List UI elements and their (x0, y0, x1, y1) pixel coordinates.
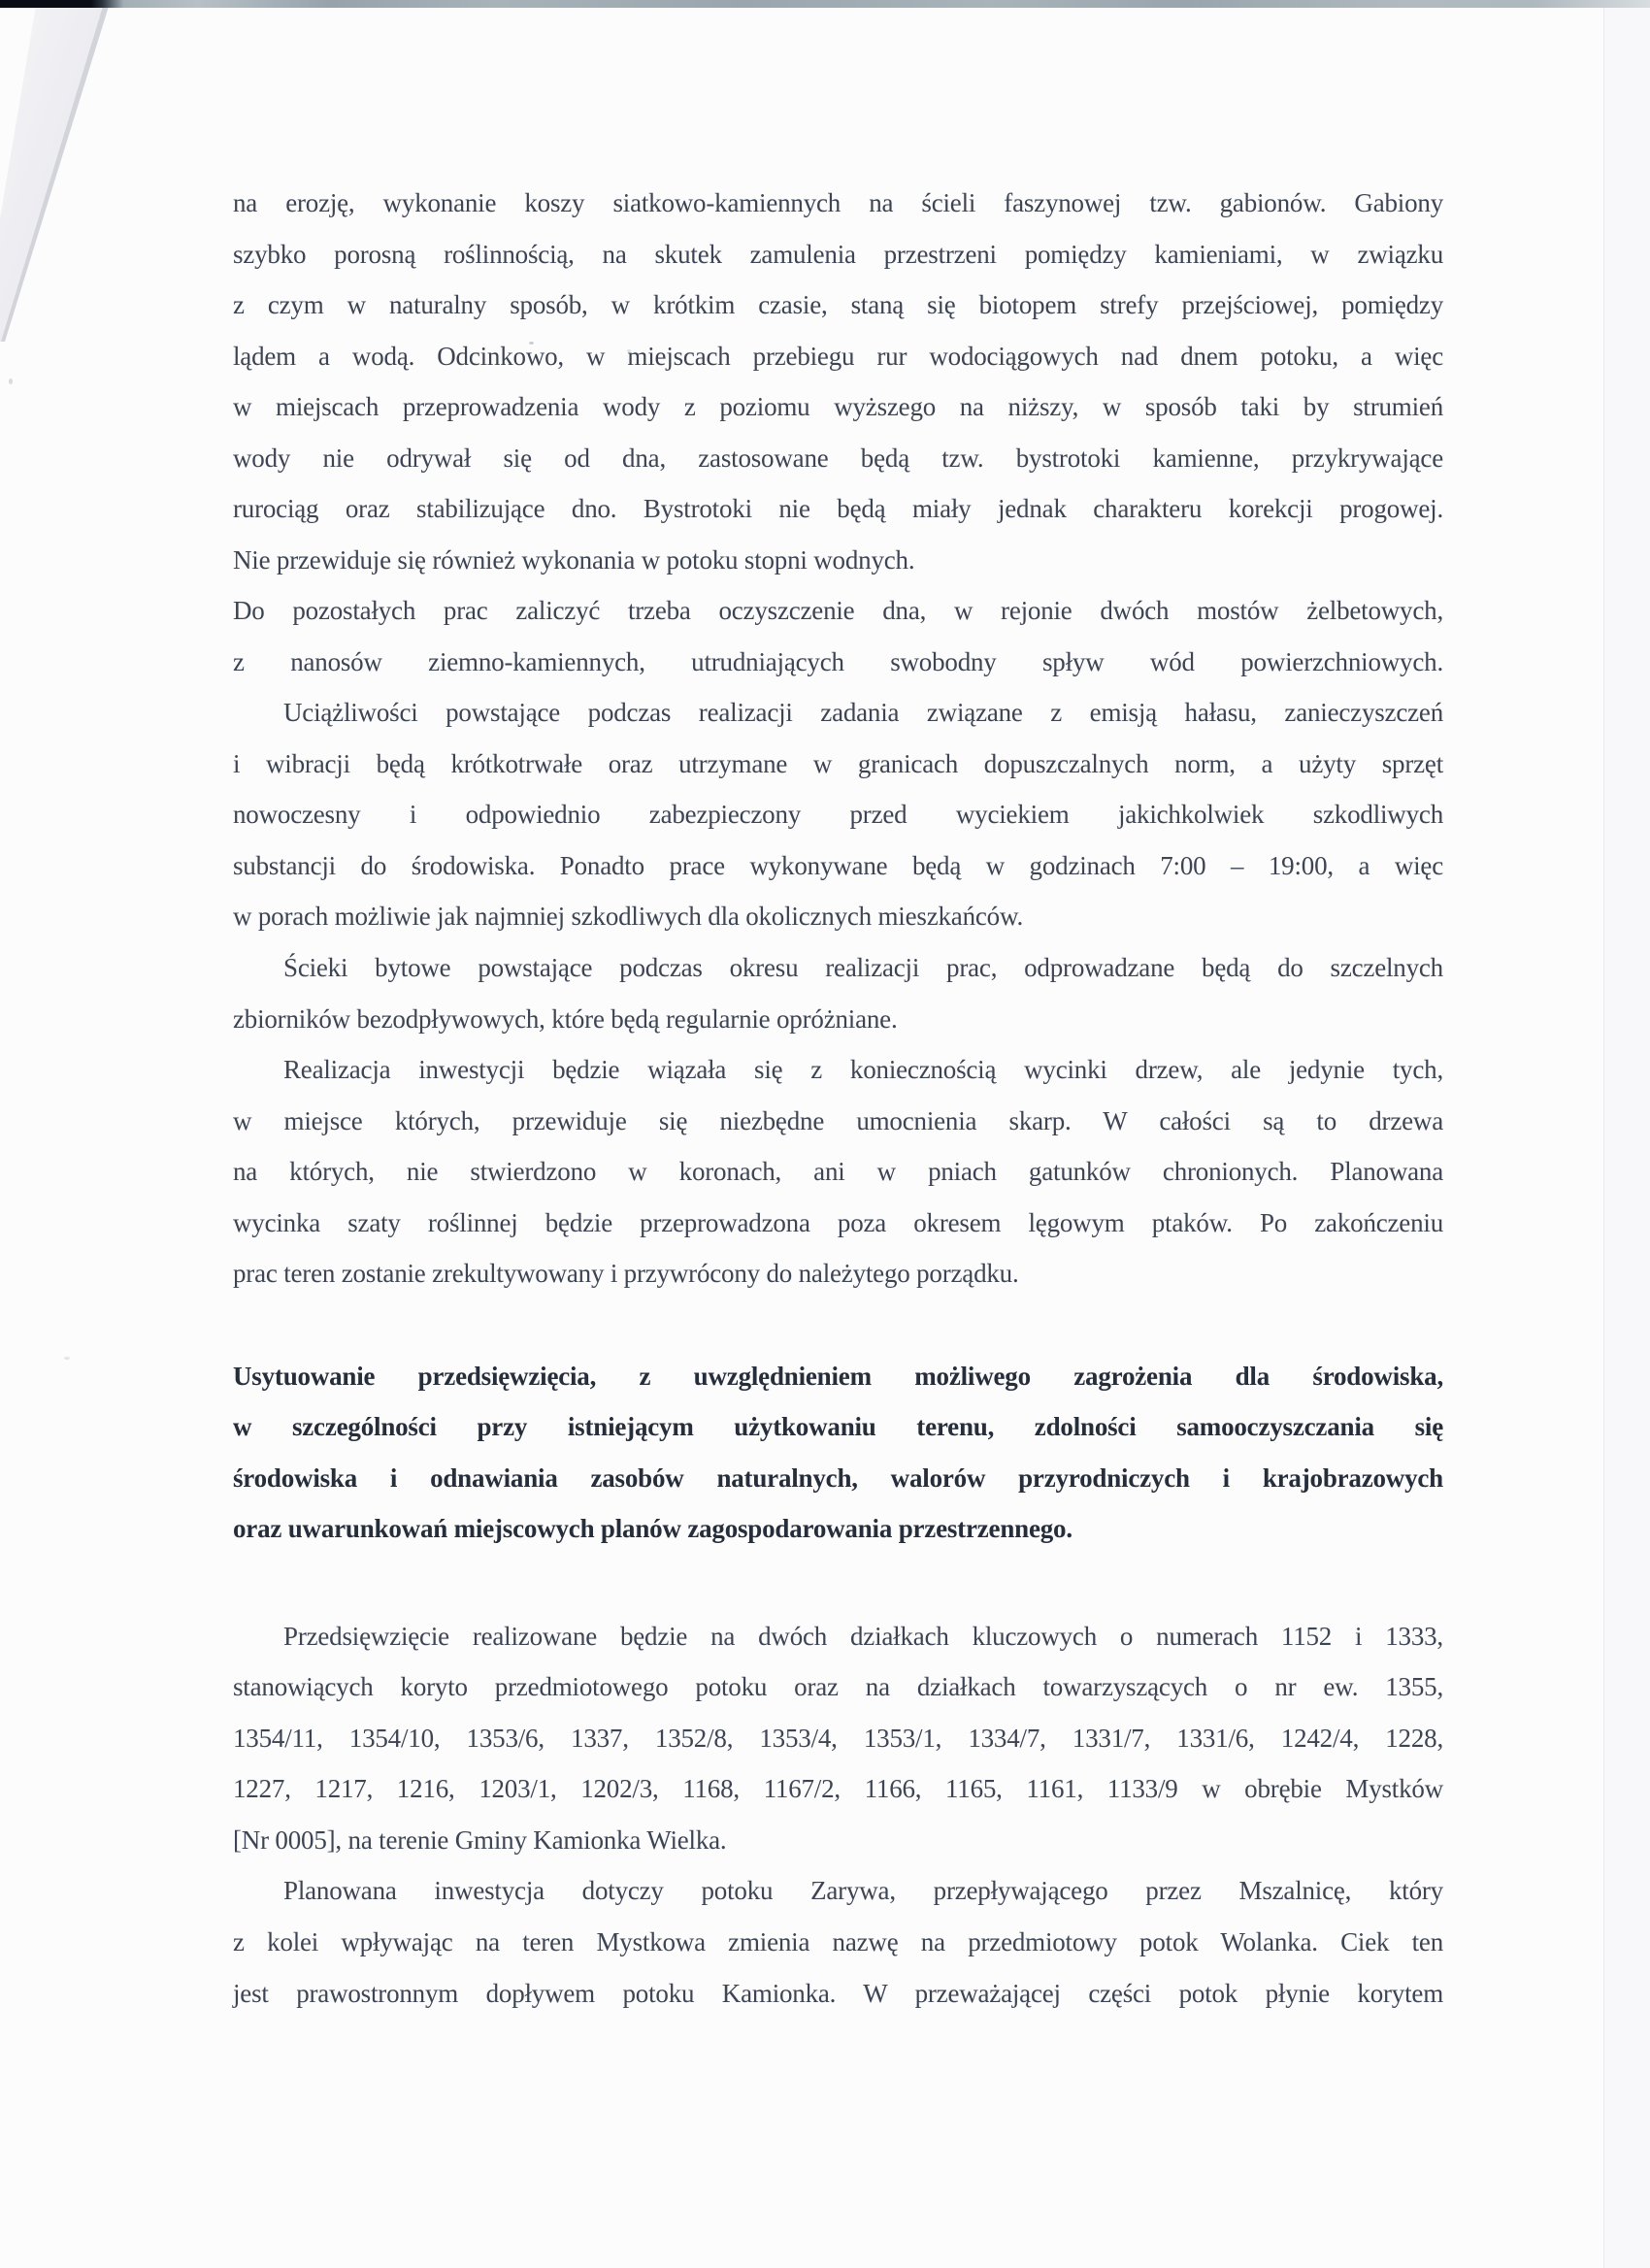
text-line: Przedsięwzięcie realizowane będzie na dwóch działkach kluczowych o numerach 1152 i 1333, (283, 1621, 1443, 1651)
text-line: w miejscach przeprowadzenia wody z poziomu wyższego na niższy, w sposób taki by strumień (233, 392, 1443, 422)
body-paragraph (233, 1044, 1443, 1299)
text-line: Uciążliwości powstające podczas realizacji zadania związane z emisją hałasu, zanieczyszczeń (283, 698, 1443, 728)
body-paragraph (233, 585, 1443, 687)
scan-speck (64, 1357, 70, 1360)
body-paragraph (233, 178, 1443, 585)
text-line: [Nr 0005], na terenie Gminy Kamionka Wielka. (233, 1824, 727, 1855)
scanner-right-strip (1604, 0, 1650, 2268)
text-line: lądem a wodą. Odcinkowo, w miejscach przebiegu rur wodociągowych nad dnem potoku, a więc (233, 341, 1443, 371)
text-line: na erozję, wykonanie koszy siatkowo-kamiennych na ścieli faszynowej tzw. gabionów. Gabiony (233, 188, 1443, 217)
text-line: w porach możliwie jak najmniej szkodliwych dla okolicznych mieszkańców. (233, 902, 1024, 932)
paper-edge-line (1603, 0, 1604, 2268)
text-line: Ścieki bytowe powstające podczas okresu realizacji prac, odprowadzane będą do szczelnych (283, 952, 1443, 982)
text-line: 1354/11, 1354/10, 1353/6, 1337, 1352/8, 1353/4, 1353/1, 1334/7, 1331/7, 1331/6, 1242/4, 1228, (233, 1723, 1443, 1753)
text-line: Planowana inwestycja dotyczy potoku Zarywa, przepływającego przez Mszalnicę, który (283, 1876, 1443, 1906)
text-line: szybko porosną roślinnością, na skutek zamulenia przestrzeni pomiędzy kamieniami, w związku (233, 239, 1443, 269)
body-paragraph (233, 942, 1443, 1044)
text-line: zbiorników bezodpływowych, które będą regularnie opróżniane. (233, 1003, 898, 1034)
text-line: w szczególności przy istniejącym użytkowaniu terenu, zdolności samooczyszczania się (233, 1412, 1443, 1442)
text-line: rurociąg oraz stabilizujące dno. Bystrotoki nie będą miały jednak charakteru korekcji progowej. (233, 494, 1443, 524)
body-paragraph (233, 1865, 1443, 2019)
text-line: i wibracji będą krótkotrwałe oraz utrzymane w granicach dopuszczalnych norm, a użyty sprzęt (233, 748, 1443, 778)
scanner-edge-band (0, 0, 1650, 8)
text-line: Usytuowanie przedsięwzięcia, z uwzględnieniem możliwego zagrożenia dla środowiska, (233, 1361, 1443, 1391)
text-line: oraz uwarunkowań miejscowych planów zagospodarowania przestrzennego. (233, 1514, 1072, 1544)
body-paragraph (233, 1611, 1443, 1866)
document-text-block (233, 178, 1443, 2019)
text-line: wody nie odrywał się od dna, zastosowane będą tzw. bystrotoki kamienne, przykrywające (233, 443, 1443, 473)
text-line: 1227, 1217, 1216, 1203/1, 1202/3, 1168, 1167/2, 1166, 1165, 1161, 1133/9 w obrębie Mystków (233, 1774, 1443, 1804)
text-line: w miejsce których, przewiduje się niezbędne umocnienia skarp. W całości są to drzewa (233, 1105, 1443, 1135)
text-line: Nie przewiduje się również wykonania w potoku stopni wodnych. (233, 544, 915, 575)
text-line: substancji do środowiska. Ponadto prace wykonywane będą w godzinach 7:00 – 19:00, a więc (233, 850, 1443, 880)
text-line: z czym w naturalny sposób, w krótkim czasie, staną się biotopem strefy przejściowej, pomiędzy (233, 290, 1443, 320)
page-corner-fold-artifact (0, 0, 194, 349)
text-line: Do pozostałych prac zaliczyć trzeba oczyszczenie dna, w rejonie dwóch mostów żelbetowych, (233, 596, 1443, 626)
text-line: prac teren zostanie zrekultywowany i przywrócony do należytego porządku. (233, 1259, 1019, 1289)
text-line: stanowiących koryto przedmiotowego potoku oraz na działkach towarzyszących o nr ew. 1355, (233, 1672, 1443, 1702)
heading-paragraph (233, 1351, 1443, 1555)
text-line: z nanosów ziemno-kamiennych, utrudniających swobodny spływ wód powierzchniowych. (233, 646, 1443, 676)
text-line: jest prawostronnym dopływem potoku Kamionka. W przeważającej części potok płynie korytem (233, 1978, 1443, 2008)
text-line: środowiska i odnawiania zasobów naturalnych, walorów przyrodniczych i krajobrazowych (233, 1463, 1443, 1493)
text-line: wycinka szaty roślinnej będzie przeprowadzona poza okresem lęgowym ptaków. Po zakończeniu (233, 1207, 1443, 1237)
text-line: nowoczesny i odpowiednio zabezpieczony przed wyciekiem jakichkolwiek szkodliwych (233, 800, 1443, 830)
body-paragraph (233, 687, 1443, 942)
scan-speck (9, 378, 13, 384)
text-line: na których, nie stwierdzono w koronach, ani w pniach gatunków chronionych. Planowana (233, 1157, 1443, 1187)
text-line: Realizacja inwestycji będzie wiązała się z koniecznością wycinki drzew, ale jedynie tych, (283, 1055, 1443, 1085)
text-line: z kolei wpływając na teren Mystkowa zmienia nazwę na przedmiotowy potok Wolanka. Ciek ten (233, 1927, 1443, 1956)
